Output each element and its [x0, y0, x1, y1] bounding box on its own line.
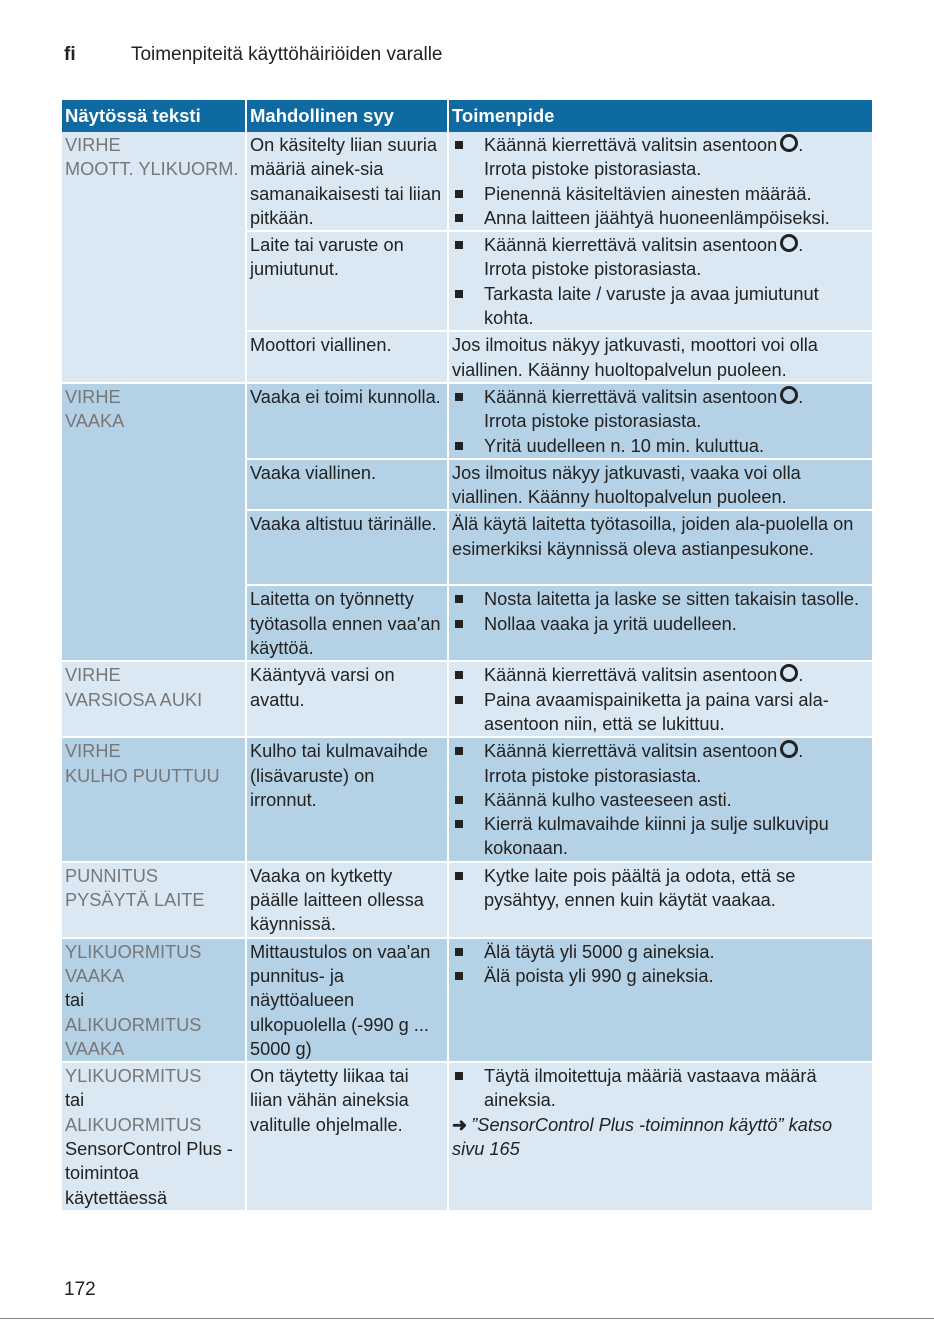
display-line: VARSIOSA AUKI: [65, 689, 203, 710]
list-item: Anna laitteen jäähtyä huoneenlämpöiseksi.: [452, 206, 869, 230]
display-line: ALIKUORMITUS: [65, 1114, 202, 1135]
list-item: Nosta laitetta ja laske se sitten takaisin tasolle.: [452, 587, 869, 611]
cause-cell: Vaaka viallinen.: [246, 459, 448, 511]
cause-cell: Vaaka altistuu tärinälle.: [246, 510, 448, 585]
cross-reference-link[interactable]: ”SensorControl Plus -toiminnon käyttö” katso sivu 165: [452, 1114, 833, 1159]
off-position-icon: [780, 740, 798, 758]
display-line: VIRHE: [65, 741, 121, 762]
display-line: VIRHE: [65, 135, 121, 155]
table-row: [62, 132, 872, 231]
display-text-cell: [62, 132, 246, 383]
cause-cell: Vaaka on kytketty päälle laitteen ollessa käynnissä.: [246, 862, 448, 938]
list-item: Tarkasta laite / varuste ja avaa jumiutunut kohta.: [452, 282, 869, 331]
cause-cell: Kääntyvä varsi on avattu.: [246, 661, 448, 737]
action-cell: [448, 862, 872, 938]
action-cell: [448, 737, 872, 861]
troubleshooting-table: [62, 100, 872, 1212]
list-item: Älä täytä yli 5000 g aineksia.: [452, 940, 869, 964]
action-cell: [448, 231, 872, 331]
display-line: MOOTT. YLIKUORM.: [65, 159, 239, 180]
action-cell: [448, 938, 872, 1062]
display-line: KULHO PUUTTUU: [65, 765, 220, 786]
display-line: ALIKUORMITUS: [65, 1014, 202, 1035]
cause-cell: Vaaka ei toimi kunnolla.: [246, 383, 448, 459]
page-header: [64, 44, 443, 66]
off-position-icon: [780, 664, 798, 682]
display-line: PUNNITUS: [65, 865, 158, 886]
table-row: [62, 661, 872, 737]
action-cell: [448, 132, 872, 231]
list-item: Käännä kierrettävä valitsin asentoon . Irrota pistoke pistorasiasta.: [452, 233, 869, 282]
display-text-cell: [62, 1062, 246, 1211]
table-row: [62, 737, 872, 861]
display-text-cell: [62, 938, 246, 1062]
display-text-cell: [62, 737, 246, 861]
list-item: Käännä kierrettävä valitsin asentoon .: [452, 663, 869, 687]
list-item: Nollaa vaaka ja yritä uudelleen.: [452, 612, 869, 636]
table-row: [62, 1062, 872, 1211]
display-line: tai: [65, 990, 85, 1011]
list-item: Käännä kierrettävä valitsin asentoon . Irrota pistoke pistorasiasta.: [452, 133, 869, 182]
action-cell: [448, 661, 872, 737]
display-line: VIRHE: [65, 665, 121, 686]
column-header-display-text: Näytössä teksti: [62, 100, 246, 132]
action-cell: [448, 383, 872, 459]
language-code: fi: [64, 44, 76, 65]
action-cell: Jos ilmoitus näkyy jatkuvasti, moottori voi olla viallinen. Käänny huoltopalvelun puoleen.: [448, 331, 872, 383]
off-position-icon: [780, 386, 798, 404]
list-item: Paina avaamispainiketta ja paina varsi ala-asentoon niin, että se lukittuu.: [452, 688, 869, 737]
off-position-icon: [780, 234, 798, 252]
cause-cell: Laite tai varuste on jumiutunut.: [246, 231, 448, 331]
list-item: Yritä uudelleen n. 10 min. kuluttua.: [452, 434, 869, 458]
list-item: Täytä ilmoitettuja määriä vastaava määrä aineksia.: [452, 1064, 869, 1113]
display-line: tai: [65, 1090, 85, 1111]
arrow-right-icon: ➜: [452, 1114, 468, 1135]
display-line: VIRHE: [65, 386, 121, 407]
list-item: Käännä kulho vasteeseen asti.: [452, 788, 869, 812]
cause-cell: Mittaustulos on vaa'an punnitus- ja näyttöalueen ulkopuolella (-990 g ... 5000 g): [246, 938, 448, 1062]
display-line: SensorControl Plus -toimintoa käytettäessä: [65, 1138, 233, 1208]
table-row: [62, 938, 872, 1062]
display-line: PYSÄYTÄ LAITE: [65, 890, 205, 911]
cause-cell: On täytetty liikaa tai liian vähän aineksia valitulle ohjelmalle.: [246, 1062, 448, 1211]
list-item: Käännä kierrettävä valitsin asentoon . Irrota pistoke pistorasiasta.: [452, 739, 869, 788]
table-header-row: [62, 100, 872, 132]
table-row: [62, 383, 872, 459]
bottom-divider: [0, 1318, 934, 1319]
list-item: Älä poista yli 990 g aineksia.: [452, 964, 869, 988]
display-text-cell: [62, 661, 246, 737]
page-number: 172: [64, 1279, 96, 1300]
cause-cell: Kulho tai kulmavaihde (lisävaruste) on irronnut.: [246, 737, 448, 861]
action-cell: [448, 585, 872, 661]
column-header-cause: Mahdollinen syy: [246, 100, 448, 132]
list-item: Kierrä kulmavaihde kiinni ja sulje sulkuvipu kokonaan.: [452, 812, 869, 861]
display-line: VAAKA: [65, 1038, 125, 1059]
column-header-action: Toimenpide: [448, 100, 872, 132]
display-line: YLIKUORMITUS: [65, 941, 202, 962]
cause-cell: On käsitelty liian suuria määriä ainek-sia samanaikaisesti tai liian pitkään.: [246, 132, 448, 231]
list-item: Pienennä käsiteltävien ainesten määrää.: [452, 182, 869, 206]
action-cell: Jos ilmoitus näkyy jatkuvasti, vaaka voi olla viallinen. Käänny huoltopalvelun puoleen.: [448, 459, 872, 511]
display-text-cell: [62, 862, 246, 938]
list-item: Kytke laite pois päältä ja odota, että se pysähtyy, ennen kuin käytät vaakaa.: [452, 864, 869, 913]
page-title: Toimenpiteitä käyttöhäiriöiden varalle: [130, 44, 443, 65]
display-line: VAAKA: [65, 965, 125, 986]
table-row: [62, 862, 872, 938]
action-cell: [448, 1062, 872, 1211]
list-item: Käännä kierrettävä valitsin asentoon . Irrota pistoke pistorasiasta.: [452, 385, 869, 434]
off-position-icon: [780, 134, 798, 152]
display-line: YLIKUORMITUS: [65, 1066, 202, 1087]
display-line: VAAKA: [65, 411, 125, 432]
cause-cell: Moottori viallinen.: [246, 331, 448, 383]
action-cell: Älä käytä laitetta työtasoilla, joiden ala-puolella on esimerkiksi käynnissä oleva astianpesukone.: [448, 510, 872, 585]
cross-reference: [452, 1113, 869, 1162]
display-text-cell: [62, 383, 246, 661]
cause-cell: Laitetta on työnnetty työtasolla ennen vaa'an käyttöä.: [246, 585, 448, 661]
